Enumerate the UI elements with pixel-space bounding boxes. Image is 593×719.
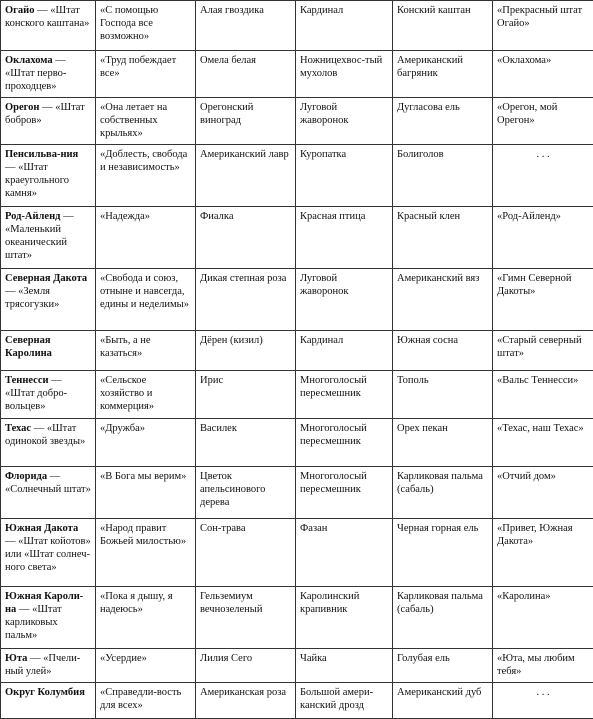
- state-name: Юта: [5, 653, 27, 664]
- state-nickname: — «Маленький океанический штат»: [5, 211, 74, 261]
- tree-cell: Американский вяз: [393, 269, 493, 331]
- state-name: Округ Колумбия: [5, 687, 85, 698]
- state-nickname: — «Штат перво-проходцев»: [5, 55, 66, 92]
- song-cell: . . .: [493, 683, 593, 719]
- state-name: Южная Дакота: [5, 523, 78, 534]
- motto-cell: «Надежда»: [96, 207, 196, 269]
- motto-cell: «В Бога мы верим»: [96, 467, 196, 519]
- tree-cell: Красный клен: [393, 207, 493, 269]
- state-cell: [1, 98, 96, 145]
- flower-cell: Сон-трава: [196, 519, 296, 587]
- state-name: Пенсильва-ния: [5, 149, 78, 160]
- table-row: [1, 269, 593, 331]
- flower-cell: Лилия Сего: [196, 649, 296, 683]
- motto-cell: «Труд побеждает все»: [96, 51, 196, 98]
- tree-cell: Американский багряник: [393, 51, 493, 98]
- tree-cell: Карликовая пальма (сабаль): [393, 587, 493, 649]
- state-name: Теннесси: [5, 375, 49, 386]
- song-cell: «Прекрасный штат Огайо»: [493, 1, 593, 51]
- table-body: [1, 1, 593, 719]
- state-cell: [1, 51, 96, 98]
- table-row: [1, 371, 593, 419]
- flower-cell: Цветок апельсинового дерева: [196, 467, 296, 519]
- table-row: [1, 98, 593, 145]
- flower-cell: Омела белая: [196, 51, 296, 98]
- song-cell: «Юта, мы любим тебя»: [493, 649, 593, 683]
- state-cell: [1, 683, 96, 719]
- state-nickname: — «Штат карликовых пальм»: [5, 604, 62, 641]
- motto-cell: «Дружба»: [96, 419, 196, 467]
- state-nickname: — «Штат бобров»: [5, 102, 85, 126]
- table-row: [1, 419, 593, 467]
- state-cell: [1, 145, 96, 207]
- tree-cell: Карликовая пальма (сабаль): [393, 467, 493, 519]
- state-name: Южная Кароли-на: [5, 591, 83, 615]
- state-name: Техас: [5, 423, 31, 434]
- motto-cell: «Народ правит Божьей милостью»: [96, 519, 196, 587]
- song-cell: «Род-Айленд»: [493, 207, 593, 269]
- state-cell: [1, 587, 96, 649]
- state-cell: [1, 467, 96, 519]
- state-cell: [1, 1, 96, 51]
- song-cell: . . .: [493, 145, 593, 207]
- state-nickname: — «Земля трясогузки»: [5, 286, 59, 310]
- state-cell: [1, 207, 96, 269]
- motto-cell: «Она летает на собственных крыльях»: [96, 98, 196, 145]
- bird-cell: Красная птица: [296, 207, 393, 269]
- flower-cell: Американская роза: [196, 683, 296, 719]
- bird-cell: Большой амери-канский дрозд: [296, 683, 393, 719]
- flower-cell: Василек: [196, 419, 296, 467]
- tree-cell: Болиголов: [393, 145, 493, 207]
- motto-cell: «Сельское хозяйство и коммерция»: [96, 371, 196, 419]
- song-cell: «Привет, Южная Дакота»: [493, 519, 593, 587]
- bird-cell: Кардинал: [296, 331, 393, 371]
- song-cell: «Отчий дом»: [493, 467, 593, 519]
- flower-cell: Дёрен (кизил): [196, 331, 296, 371]
- song-cell: «Оклахома»: [493, 51, 593, 98]
- song-cell: «Вальс Теннесси»: [493, 371, 593, 419]
- song-cell: «Техас, наш Техас»: [493, 419, 593, 467]
- motto-cell: «Усердие»: [96, 649, 196, 683]
- state-nickname: — «Штат краеугольного камня»: [5, 162, 69, 199]
- bird-cell: Ножницехвос-тый мухолов: [296, 51, 393, 98]
- song-cell: «Старый северный штат»: [493, 331, 593, 371]
- tree-cell: Конский каштан: [393, 1, 493, 51]
- flower-cell: Орегонский виноград: [196, 98, 296, 145]
- bird-cell: Многоголосый пересмешник: [296, 419, 393, 467]
- motto-cell: «С помощью Господа все возможно»: [96, 1, 196, 51]
- state-cell: [1, 649, 96, 683]
- motto-cell: «Справедли-вость для всех»: [96, 683, 196, 719]
- tree-cell: Американский дуб: [393, 683, 493, 719]
- state-cell: [1, 419, 96, 467]
- state-cell: [1, 371, 96, 419]
- state-name: Оклахома: [5, 55, 53, 66]
- motto-cell: «Быть, а не казаться»: [96, 331, 196, 371]
- bird-cell: Фазан: [296, 519, 393, 587]
- table-row: [1, 145, 593, 207]
- tree-cell: Орех пекан: [393, 419, 493, 467]
- state-nickname: — «Штат добро-вольцев»: [5, 375, 67, 412]
- state-nickname: — «Штат одинокой звезды»: [5, 423, 85, 447]
- state-nickname: — «Штат койотов» или «Штат солнеч-ного света»: [5, 536, 91, 573]
- bird-cell: Кардинал: [296, 1, 393, 51]
- state-name: Северная Дакота: [5, 273, 87, 284]
- table-row: [1, 331, 593, 371]
- state-nickname: — «Штат конского каштана»: [5, 5, 89, 29]
- flower-cell: Дикая степная роза: [196, 269, 296, 331]
- table-row: [1, 683, 593, 719]
- tree-cell: Дугласова ель: [393, 98, 493, 145]
- song-cell: «Гимн Северной Дакоты»: [493, 269, 593, 331]
- state-nickname: — «Пчели-ный улей»: [5, 653, 80, 677]
- flower-cell: Алая гвоздика: [196, 1, 296, 51]
- state-cell: [1, 519, 96, 587]
- bird-cell: Каролинский крапивник: [296, 587, 393, 649]
- flower-cell: Американский лавр: [196, 145, 296, 207]
- state-name: Флорида: [5, 471, 47, 482]
- tree-cell: Черная горная ель: [393, 519, 493, 587]
- song-cell: «Каролина»: [493, 587, 593, 649]
- bird-cell: Луговой жаворонок: [296, 269, 393, 331]
- motto-cell: «Пока я дышу, я надеюсь»: [96, 587, 196, 649]
- table-row: [1, 649, 593, 683]
- flower-cell: Ирис: [196, 371, 296, 419]
- table-row: [1, 519, 593, 587]
- song-cell: «Орегон, мой Орегон»: [493, 98, 593, 145]
- state-cell: [1, 331, 96, 371]
- tree-cell: Голубая ель: [393, 649, 493, 683]
- bird-cell: Куропатка: [296, 145, 393, 207]
- state-cell: [1, 269, 96, 331]
- state-name: Огайо: [5, 5, 35, 16]
- table-row: [1, 467, 593, 519]
- tree-cell: Южная сосна: [393, 331, 493, 371]
- table-row: [1, 207, 593, 269]
- bird-cell: Чайка: [296, 649, 393, 683]
- table-row: [1, 51, 593, 98]
- bird-cell: Многоголосый пересмешник: [296, 467, 393, 519]
- bird-cell: Многоголосый пересмешник: [296, 371, 393, 419]
- table-row: [1, 1, 593, 51]
- motto-cell: «Свобода и союз, отныне и навсегда, едины и неделимы»: [96, 269, 196, 331]
- flower-cell: Фиалка: [196, 207, 296, 269]
- state-name: Род-Айленд: [5, 211, 60, 222]
- flower-cell: Гельземиум вечнозеленый: [196, 587, 296, 649]
- state-name: Орегон: [5, 102, 39, 113]
- bird-cell: Луговой жаворонок: [296, 98, 393, 145]
- table-row: [1, 587, 593, 649]
- state-nickname: — «Солнечный штат»: [5, 471, 91, 495]
- motto-cell: «Доблесть, свобода и независимость»: [96, 145, 196, 207]
- tree-cell: Тополь: [393, 371, 493, 419]
- state-name: Северная Каролина: [5, 335, 52, 359]
